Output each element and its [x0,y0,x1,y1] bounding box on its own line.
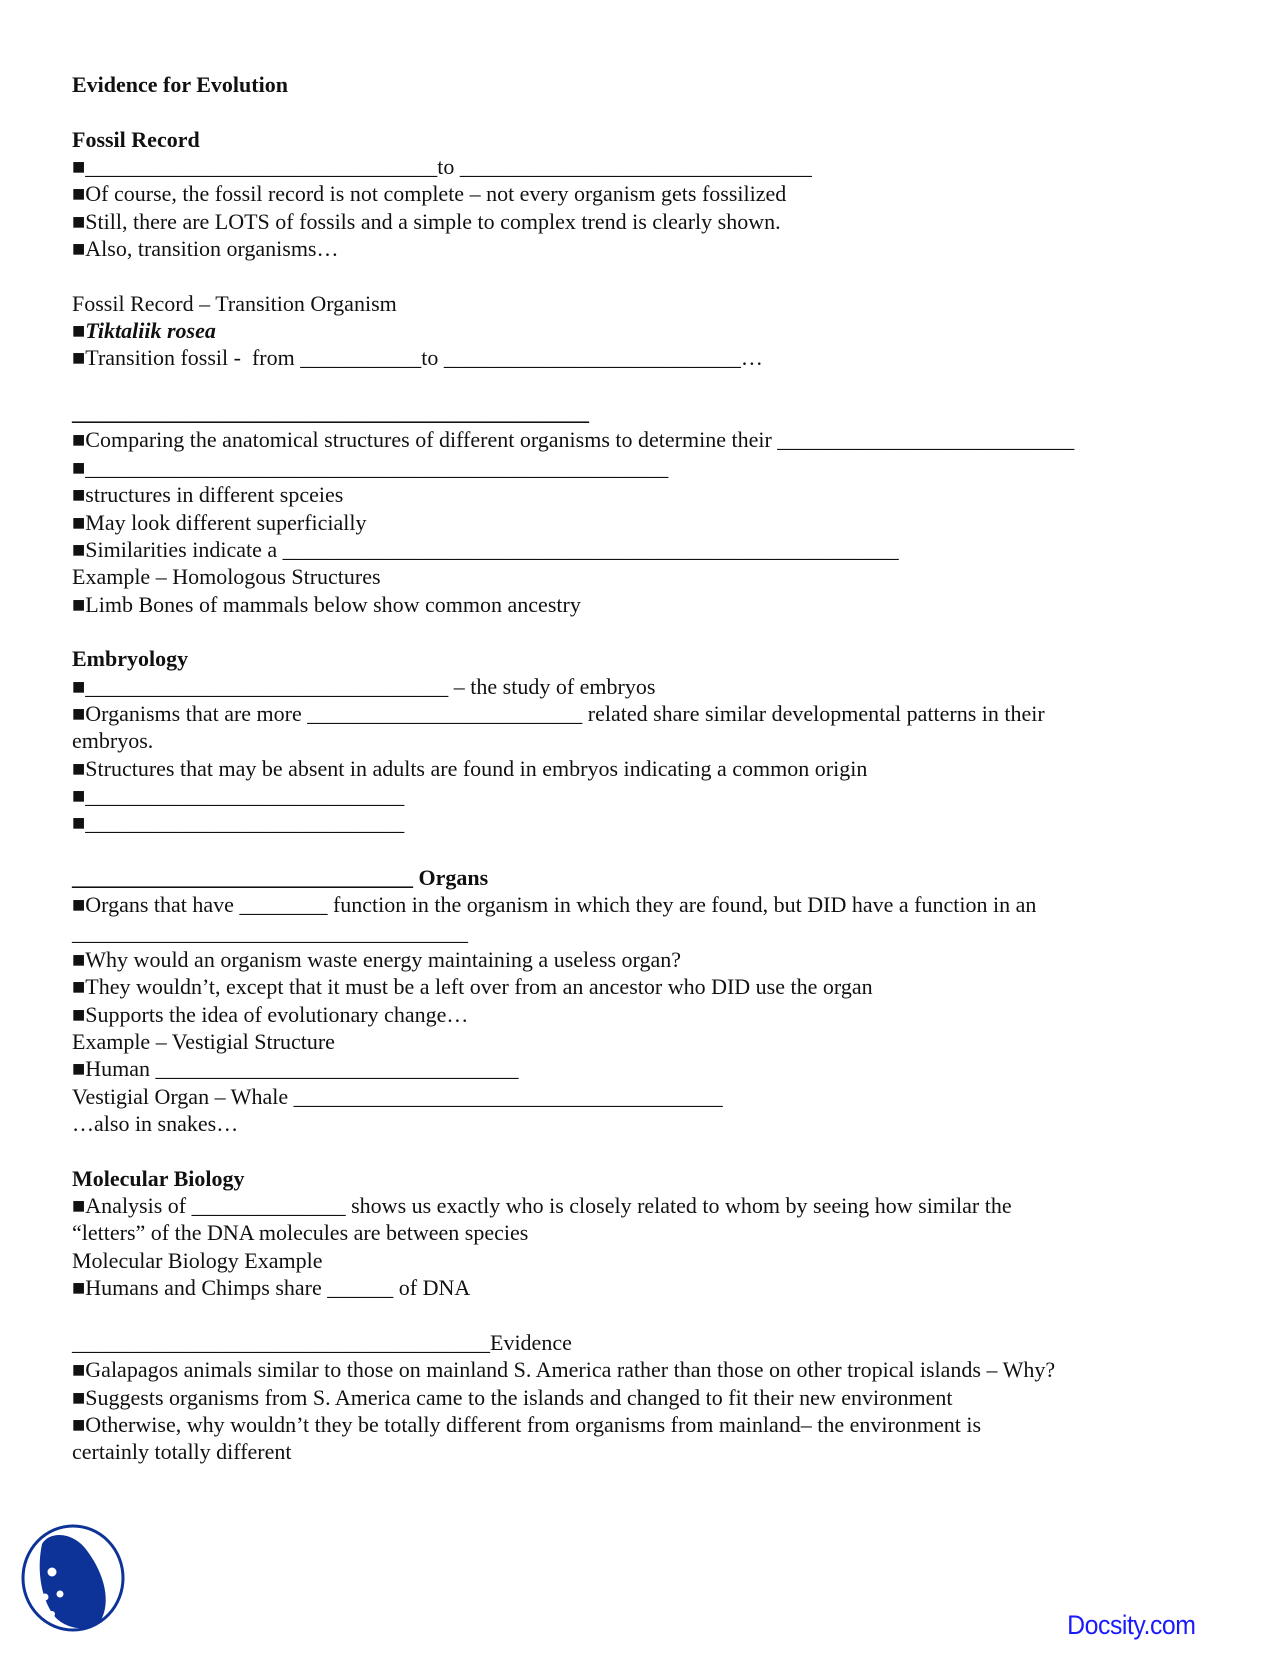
text-line: ■________________________________to ________________________________ [72,154,812,180]
text-line: ■Tiktaliik rosea [72,318,216,344]
blank-line [72,1137,1222,1164]
text-line: Vestigial Organ – Whale _______________________________________ [72,1083,723,1109]
text-line: ■_____________________________ [72,782,405,808]
text-line: Example – Homologous Structures [72,564,381,590]
text-line: ■Supports the idea of evolutionary change… [72,1001,469,1027]
text-line: ■_________________________________ – the study of embryos [72,673,656,699]
text-line: ■They wouldn’t, except that it must be a left over from an ancestor who DID use the organ [72,974,873,1000]
text-line: Example – Vestigial Structure [72,1029,335,1055]
section-heading: _______________________________________________ [72,400,589,426]
docsity-brand-link[interactable]: Docsity.com [1067,1610,1196,1640]
text-line: ■structures in different spceies [72,482,344,508]
text-line: ■Why would an organism waste energy maintaining a useless organ? [72,947,681,972]
text-line: ■Limb Bones of mammals below show common ancestry [72,591,581,617]
text-line: ■Analysis of ______________ shows us exactly who is closely related to whom by seeing how similar the [72,1193,1012,1219]
text-line: Fossil Record – Transition Organism [72,290,397,316]
text-line: ■Human _________________________________ [72,1056,519,1082]
text-line: ■Organisms that are more _________________________ related share similar developmental patterns in their [72,700,1045,726]
text-line: embryos. [72,728,154,754]
section-heading: Embryology [72,646,189,672]
text-line: ■Of course, the fossil record is not complete – not every organism gets fossilized [72,181,787,207]
document-body [72,71,1222,1466]
blank-line [72,1301,1222,1328]
text-line: ■Similarities indicate a ________________________________________________________ [72,536,899,562]
text-line: ■Suggests organisms from S. America came to the islands and changed to fit their new environment [72,1384,953,1410]
text-line: ■May look different superficially [72,509,367,535]
section-heading: _______________________________ Organs [72,864,489,890]
text-line: ■Transition fossil - from ___________to ___________________________… [72,345,763,371]
blank-line [72,262,1222,289]
section-heading: Molecular Biology [72,1165,245,1191]
section-heading: Fossil Record [72,126,200,152]
text-line: Molecular Biology Example [72,1247,323,1273]
text-line: ■Organs that have ________ function in the organism in which they are found, but DID have a function in an [72,892,1037,918]
text-line: ■Still, there are LOTS of fossils and a simple to complex trend is clearly shown. [72,208,781,234]
text-line: ■Comparing the anatomical structures of different organisms to determine their ___________________________ [72,427,1075,453]
text-line: ______________________________________Evidence [72,1329,572,1355]
blank-line [72,618,1222,645]
text-line: “letters” of the DNA molecules are between species [72,1220,529,1246]
blank-line [72,98,1222,125]
blank-line [72,837,1222,864]
text-line: ____________________________________ [72,919,468,945]
text-line: ■_____________________________________________________ [72,454,669,480]
text-line: ■Also, transition organisms… [72,236,339,262]
text-line: …also in snakes… [72,1111,239,1137]
text-line: certainly totally different [72,1439,292,1465]
text-line: ■Humans and Chimps share ______ of DNA [72,1275,471,1301]
text-line: ■_____________________________ [72,810,405,836]
section-heading: Evidence for Evolution [72,72,288,97]
blank-line [72,372,1222,399]
text-line: ■Structures that may be absent in adults are found in embryos indicating a common origin [72,755,868,781]
docsity-logo-icon [20,1522,128,1634]
text-line: ■Galapagos animals similar to those on mainland S. America rather than those on other tropical islands – Why? [72,1357,1056,1383]
text-line: ■Otherwise, why wouldn’t they be totally different from organisms from mainland– the environment is [72,1411,982,1437]
